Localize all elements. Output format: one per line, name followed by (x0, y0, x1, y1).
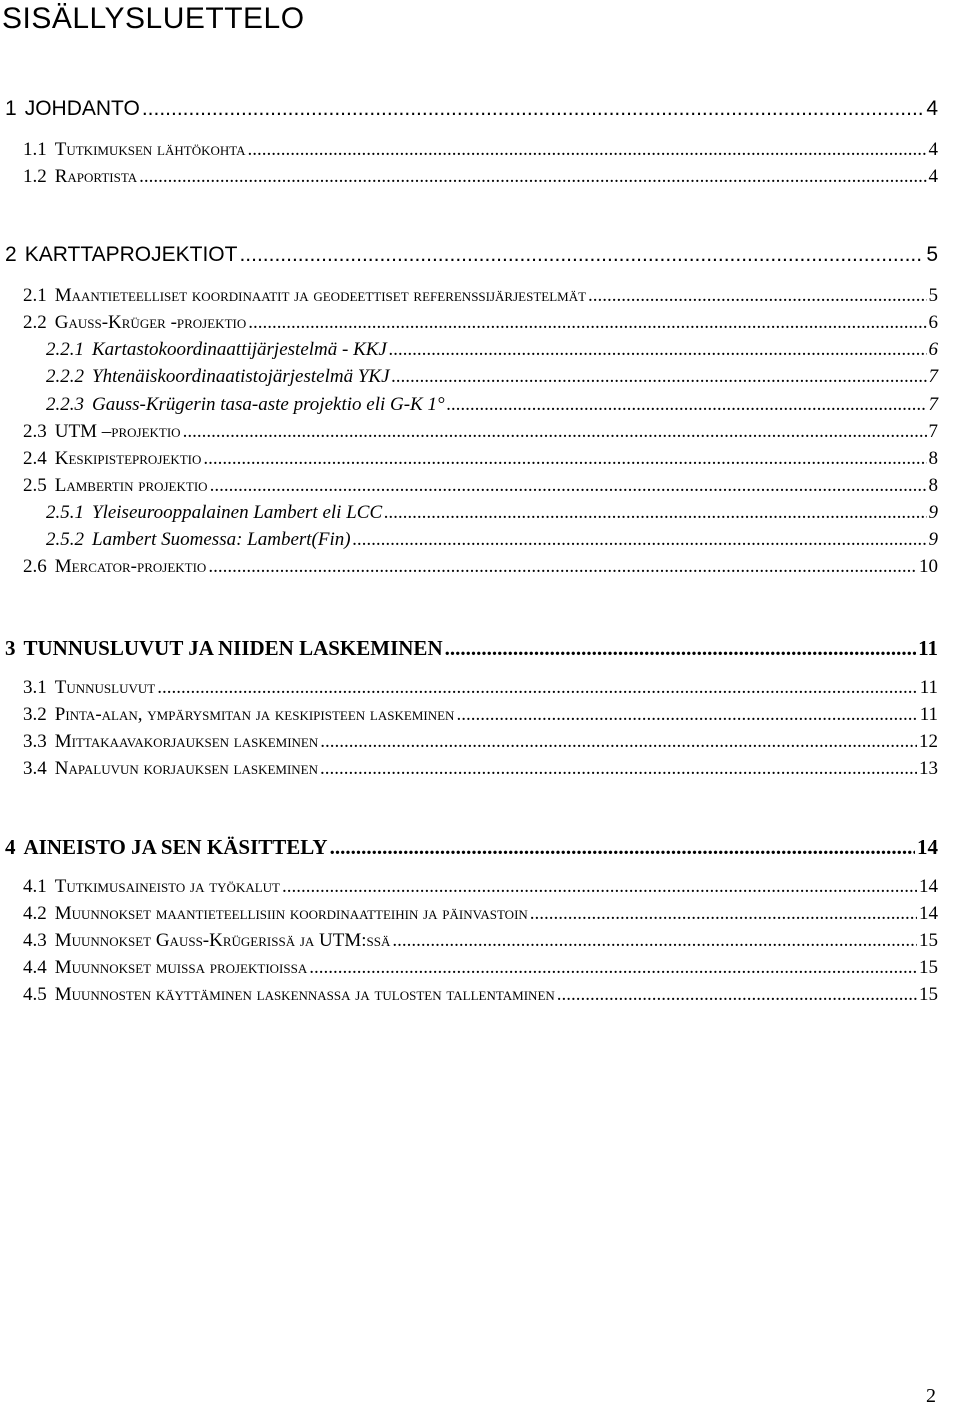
toc-title: Tutkimuksen lähtökohta (54, 139, 246, 160)
page-title: SISÄLLYSLUETTELO (2, 2, 305, 35)
toc-leader (203, 448, 926, 470)
toc-page: 11 (918, 636, 938, 660)
toc-number: 3.2 (23, 704, 47, 725)
toc-leader (557, 984, 917, 1006)
toc-title: Pinta-alan, ympärysmitan ja keskipisteen laskeminen (54, 704, 455, 725)
toc-page: 7 (928, 366, 938, 387)
toc-title: Muunnokset maantieteellisiin koordinaatteihin ja päinvastoin (54, 903, 528, 924)
toc-entry-3-3[interactable] (23, 731, 938, 753)
toc-page: 9 (928, 529, 938, 550)
toc-entry-2-2-1[interactable] (46, 339, 938, 361)
toc-title: Mittakaavakorjauksen laskeminen (54, 731, 319, 752)
toc-page: 9 (928, 502, 938, 523)
toc-entry-2-5[interactable] (23, 475, 938, 497)
toc-number: 4 (5, 835, 16, 859)
toc-title: TUNNUSLUVUT JA NIIDEN LASKEMINEN (23, 636, 443, 660)
toc-entry-1[interactable] (5, 97, 938, 121)
toc-number: 2 (5, 243, 17, 266)
toc-page: 11 (919, 704, 938, 725)
toc-leader (447, 394, 927, 416)
toc-number: 2.3 (23, 421, 47, 442)
toc-page: 7 (928, 421, 938, 442)
toc-entry-2-1[interactable] (23, 285, 938, 307)
toc-title: JOHDANTO (24, 97, 140, 120)
toc-leader (248, 312, 926, 334)
toc-page: 15 (919, 984, 938, 1005)
toc-title: Muunnokset muissa projektioissa (54, 957, 308, 978)
toc-entry-4-4[interactable] (23, 957, 938, 979)
toc-number: 2.2.2 (46, 366, 84, 387)
toc-leader (183, 421, 927, 443)
toc-page: 14 (919, 876, 938, 897)
toc-entry-2-5-2[interactable] (46, 529, 938, 551)
toc-leader (384, 502, 926, 524)
toc-entry-1-1[interactable] (23, 139, 938, 161)
toc-title: Muunnosten käyttäminen laskennassa ja tulosten tallentaminen (54, 984, 555, 1005)
toc-entry-4-1[interactable] (23, 876, 938, 898)
toc-title: Tunnusluvut (54, 677, 156, 698)
toc-entry-2-2-3[interactable] (46, 394, 938, 416)
toc-title: Yleiseurooppalainen Lambert eli LCC (92, 502, 383, 523)
toc-leader (282, 876, 917, 898)
toc-page: 5 (928, 285, 938, 306)
toc-entry-2-2[interactable] (23, 312, 938, 334)
toc-entry-2-6[interactable] (23, 556, 938, 578)
toc-title: Raportista (54, 166, 138, 187)
toc-leader (456, 704, 917, 726)
toc-title: AINEISTO JA SEN KÄSITTELY (23, 835, 328, 859)
toc-leader (320, 731, 917, 753)
toc-title: Kartastokoordinaattijärjestelmä - KKJ (92, 339, 387, 360)
toc-page: 6 (928, 312, 938, 333)
toc-number: 2.6 (23, 556, 47, 577)
toc-title: Maantieteelliset koordinaatit ja geodeettiset referenssijärjestelmät (54, 285, 587, 306)
toc-number: 1.2 (23, 166, 47, 187)
toc-entry-3-2[interactable] (23, 704, 938, 726)
toc-page: 4 (928, 166, 938, 187)
toc-number: 1 (5, 97, 17, 120)
toc-page: 11 (919, 677, 938, 698)
toc-leader (208, 556, 917, 578)
toc-number: 4.4 (23, 957, 47, 978)
toc-number: 2.4 (23, 448, 47, 469)
toc-leader (142, 97, 925, 121)
toc-page: 10 (919, 556, 938, 577)
toc-leader (530, 903, 917, 925)
toc-entry-2-4[interactable] (23, 448, 938, 470)
toc-leader (445, 636, 917, 661)
toc-page: 12 (919, 731, 938, 752)
toc-page: 4 (926, 97, 938, 120)
page-number: 2 (926, 1385, 936, 1407)
toc-leader (239, 243, 924, 267)
toc-title: UTM –projektio (54, 421, 181, 442)
toc-title: Muunnokset Gauss-Krügerissä ja UTM:ssä (54, 930, 391, 951)
toc-title: Mercator-projektio (54, 556, 207, 577)
toc-page: 8 (928, 448, 938, 469)
toc-title: Gauss-Krüger -projektio (54, 312, 247, 333)
toc-page: 14 (919, 903, 938, 924)
toc-number: 2.2.1 (46, 339, 84, 360)
toc-page: 13 (919, 758, 938, 779)
toc-page: 4 (928, 139, 938, 160)
toc-entry-3-4[interactable] (23, 758, 938, 780)
toc-leader (210, 475, 927, 497)
toc-entry-4-3[interactable] (23, 930, 938, 952)
toc-entry-3[interactable] (5, 636, 938, 661)
toc-leader (588, 285, 926, 307)
toc-leader (309, 957, 917, 979)
toc-number: 2.1 (23, 285, 47, 306)
toc-number: 4.5 (23, 984, 47, 1005)
toc-entry-2[interactable] (5, 243, 938, 267)
toc-number: 3.3 (23, 731, 47, 752)
toc-leader (330, 835, 915, 860)
toc-page: 14 (917, 835, 938, 859)
toc-page: 7 (928, 394, 938, 415)
toc-leader (139, 166, 926, 188)
toc-page: 5 (926, 243, 938, 266)
toc-leader (248, 139, 927, 161)
toc-number: 2.5 (23, 475, 47, 496)
toc-leader (157, 677, 918, 699)
toc-page: 8 (928, 475, 938, 496)
toc-entry-1-2[interactable] (23, 166, 938, 188)
toc-number: 3 (5, 636, 16, 660)
toc-title: Napaluvun korjauksen laskeminen (54, 758, 319, 779)
toc-page: 15 (919, 957, 938, 978)
toc-title: KARTTAPROJEKTIOT (24, 243, 238, 266)
toc-leader (392, 366, 927, 388)
toc-number: 4.2 (23, 903, 47, 924)
toc-page: 6 (928, 339, 938, 360)
toc-number: 2.2 (23, 312, 47, 333)
toc-page: 15 (919, 930, 938, 951)
toc-number: 1.1 (23, 139, 47, 160)
toc-number: 3.4 (23, 758, 47, 779)
toc-number: 3.1 (23, 677, 47, 698)
toc-title: Yhtenäiskoordinaatistojärjestelmä YKJ (92, 366, 390, 387)
toc-title: Keskipisteprojektio (54, 448, 202, 469)
toc-entry-4-2[interactable] (23, 903, 938, 925)
toc-number: 2.5.1 (46, 502, 84, 523)
toc-number: 4.1 (23, 876, 47, 897)
toc-title: Gauss-Krügerin tasa-aste projektio eli G-K 1° (92, 394, 445, 415)
toc-entry-3-1[interactable] (23, 677, 938, 699)
toc-number: 2.5.2 (46, 529, 84, 550)
toc-number: 2.2.3 (46, 394, 84, 415)
toc-entry-4-5[interactable] (23, 984, 938, 1006)
toc-title: Lambert Suomessa: Lambert(Fin) (92, 529, 351, 550)
toc-entry-2-5-1[interactable] (46, 502, 938, 524)
toc-entry-4[interactable] (5, 835, 938, 860)
toc-title: Lambertin projektio (54, 475, 208, 496)
toc-entry-2-3[interactable] (23, 421, 938, 443)
toc-leader (392, 930, 917, 952)
toc-title: Tutkimusaineisto ja työkalut (54, 876, 280, 897)
toc-entry-2-2-2[interactable] (46, 366, 938, 388)
toc-number: 4.3 (23, 930, 47, 951)
toc-leader (320, 758, 917, 780)
toc-leader (389, 339, 927, 361)
toc-leader (353, 529, 927, 551)
